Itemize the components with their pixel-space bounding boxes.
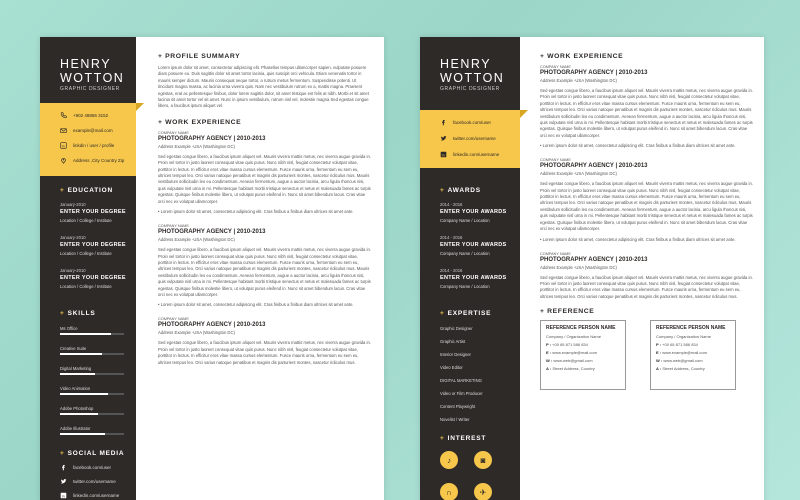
skill-name: Creative Suite (60, 346, 87, 351)
job-company: COMPANY NAME (158, 224, 189, 229)
skill-name: Adobe Photoshop (60, 406, 94, 411)
ref-name: REFERENCE PERSON NAME (546, 325, 616, 332)
camera-icon: ◙ (474, 451, 492, 469)
person-title: GRAPHIC DESIGNER (60, 86, 120, 92)
facebook-icon (60, 464, 67, 471)
edu-place: Location / College / Institute (60, 218, 112, 223)
edu-place: Location / College / Institute (60, 251, 112, 256)
ref-phone: P : +00 65 871 586 834 (656, 342, 698, 348)
reference-heading: + REFERENCE (540, 308, 595, 316)
award-years: 2014 - 2016 (440, 268, 463, 273)
expertise-item: Video or Film Producer (440, 391, 483, 396)
profile-text: Lorem ipsum dolor sit amet, consectetur adipiscing elit. Phasellus tempus ullamcorper sapien, vulputate posuere diam posuere eu. Duis sagittis dolor sit amet tortor lacinia, quis suscipit orci vehicula. Etiam venenatis tortor in mauris semper dictum. Mauris consequat neque tortor, a rutrum metus fermentum. Suspendisse potenti. Ut tincidunt magna massa, ac lacinia urna viverra quis. Nam nec vestibulum rutrum ex a, mattis magna. Praesent egestas, erat ac pellentesque finibus, dolor lorem sagittis dolor, sit amet tristique est felis at nibh. Morbi et sit amet lacinia sit amet tortor vel sit amet. Nunc in ipsum vestibulum, rutrum nisl vel, molestie magna Sed egestas congue libero, a faucibus ipsum aliquet vel. (158, 65, 369, 109)
band-linkedin: in linkedin.com/username (441, 152, 500, 158)
svg-text:in: in (61, 494, 65, 499)
edu-degree: ENTER YOUR DEGREE (60, 209, 126, 215)
expertise-item: Video Editor (440, 365, 463, 370)
job-title: PHOTOGRAPHY AGENCY | 2010-2013 (158, 229, 266, 236)
award-years: 2014 - 2016 (440, 235, 463, 240)
profile-heading: + PROFILE SUMMARY (158, 53, 241, 60)
edu-years: January-2010 (60, 235, 86, 240)
music-icon: ♪ (440, 451, 458, 469)
job-address: Address Example -USA (Washington DC) (540, 264, 617, 270)
interest-heading: + INTEREST (440, 435, 487, 442)
ref-email: E : www.example@mail.com (546, 350, 597, 356)
linkedin-icon (60, 142, 67, 149)
edu-degree: ENTER YOUR DEGREE (60, 242, 126, 248)
ref-web: W : www.web@gmail.com (656, 358, 703, 364)
job-bullet: • Lorem ipsum dolor sit amet, consectetur adipiscing elit. Cras finibus a finibus diam ultrices sit amet ante. (540, 236, 736, 242)
band-facebook: facebook.com/user (440, 119, 491, 126)
awards-heading: + AWARDS (440, 187, 481, 194)
job-title: PHOTOGRAPHY AGENCY | 2010-2013 (540, 256, 648, 263)
ref-addr: A : Street Address, Country (546, 366, 595, 372)
expertise-item: Graphic Artist (440, 339, 466, 344)
job-company: COMPANY NAME (540, 65, 571, 69)
award-name: ENTER YOUR AWARDS (440, 242, 507, 248)
reference-card (540, 320, 626, 390)
band-twitter: twitter.com/username (440, 135, 496, 142)
skill-name: Adobe Illustrator (60, 426, 91, 431)
job-title: PHOTOGRAPHY AGENCY | 2010-2013 (158, 322, 266, 329)
job-address: Address Example -USA (Washington DC) (540, 78, 617, 83)
award-years: 2014 - 2016 (440, 202, 463, 207)
ref-email: E : www.example@mail.com (656, 350, 707, 356)
travel-icon: ✈ (474, 483, 492, 500)
edu-years: January-2010 (60, 202, 86, 207)
social-facebook: facebook.com/user (60, 464, 111, 471)
award-place: Company Name / Location (440, 251, 490, 256)
social-twitter: twitter.com/username (60, 478, 116, 485)
work-heading: + WORK EXPERIENCE (158, 118, 242, 126)
job-text: Sed egestas congue libero, a faucibus ipsum aliquet vel. Mauris viverra mattis metus, nec viverra augue gravida in. Proin vel tortor in justo laoreet consequat vitae quis purus. Nunc nibh nisl, feugiat consectetur volutpat vitae, porttitor in lectus. In efficitur eros vitae massa cursus elementum. Fusce mauris urna, fermentum eu sem eu, ultrices tempus leo. Orci varius natoque penatibus et magnis dis parturient montes, nascetur ridiculus mus. Mauris vestibulum sollicitudin leo eu condimentum. Aenean fermentum, augue a auctor lacinia, arcu ligula rhoncus nisi, quis vulputate nisl urna in mi. Pellentesque habitant morbi tristique senectus et netus et malesuada fames ac turpis egestas. Quisque finibus molestie libero, ut volutpat purus eleifend in. Nunc sit amet bibendum lacus. Cras vitae orci nec ex volutpat ullamcorper. (158, 153, 371, 204)
twitter-icon (440, 135, 447, 142)
award-name: ENTER YOUR AWARDS (440, 275, 507, 281)
job-text: Sed egestas congue libero, a faucibus ipsum aliquet vel. Mauris viverra mattis metus, nec viverra augue gravida in. Proin vel tortor in justo laoreet consequat vitae quis purus. Nunc nibh nisl, feugiat consectetur volutpat vitae, porttitor in lectus. In efficitur eros vitae massa cursus elementum. Fusce mauris urna, fermentum eu sem eu, ultrices tempus leo. Orci varius natoque penatibus et magnis dis parturient montes, nascetur ridiculus mus. Mauris vestibulum sollicitudin leo eu condimentum. Aenean fermentum, augue a auctor lacinia, arcu ligula rhoncus nisi, quis vulputate nisl urna in mi. Pellentesque habitant morbi tristique senectus et netus et malesuada fames ac turpis egestas. Quisque finibus molestie libero, ut volutpat purus eleifend in. Nunc sit amet bibendum lacus. Cras vitae orci nec ex volutpat ullamcorper. (540, 88, 753, 138)
reference-card (650, 320, 736, 390)
job-text: Sed egestas congue libero, a faucibus ipsum aliquet vel. Mauris viverra mattis metus, nec viverra augue gravida in. Proin vel tortor in justo laoreet consequat vitae quis purus. Nunc nibh nisl, feugiat consectetur volutpat vitae, porttitor in lectus. In efficitur eros vitae massa cursus elementum. Fusce mauris urna, fermentum eu sem eu, ultrices tempus leo. Orci varius natoque penatibus et magnis dis parturient montes, nascetur ridiculus mus. (158, 340, 371, 365)
social-heading: + SOCIAL MEDIA (60, 450, 125, 457)
skill-bar (60, 353, 124, 355)
skill-bar-fill (60, 333, 111, 335)
job-title: PHOTOGRAPHY AGENCY | 2010-2013 (540, 70, 648, 76)
expertise-item: DIGITAL MARKETING (440, 378, 482, 383)
skill-bar-fill (60, 373, 95, 375)
linkedin-icon (60, 492, 67, 499)
expertise-item: Interior Designer (440, 352, 471, 357)
job-bullet: • Lorem ipsum dolor sit amet, consectetur adipiscing elit. Cras finibus a finibus diam ultrices sit amet ante. (540, 143, 736, 149)
interest-icons-row (440, 483, 492, 500)
ref-phone: P : +00 65 871 586 834 (546, 342, 588, 348)
award-place: Company Name / Location (440, 218, 490, 223)
twitter-icon (60, 478, 67, 485)
job-bullet: • Lorem ipsum dolor sit amet, consectetur adipiscing elit. Cras finibus a finibus diam ultrices sit amet ante. (158, 302, 354, 308)
svg-text:in: in (61, 144, 65, 149)
interest-icons-row (440, 451, 492, 469)
edu-degree: ENTER YOUR DEGREE (60, 275, 126, 281)
expertise-item: Content Playwright (440, 404, 476, 409)
work-heading: + WORK EXPERIENCE (540, 53, 624, 60)
skills-heading: + SKILLS (60, 310, 96, 317)
job-company: COMPANY NAME (158, 317, 189, 322)
job-address: Address Example -USA (Washington DC) (540, 171, 617, 177)
social-linkedin: in linkedin.com/username (61, 493, 120, 499)
phone-icon (60, 112, 67, 119)
job-text: Sed egestas congue libero, a faucibus ipsum aliquet vel. Mauris viverra mattis metus, nec viverra augue gravida in. Proin vel tortor in justo laoreet consequat vitae quis purus. Nunc nibh nisl, feugiat consectetur volutpat vitae, porttitor in lectus. In efficitur eros vitae massa cursus elementum. Fusce mauris urna, fermentum eu sem eu, ultrices tempus leo. Orci varius natoque penatibus et magnis dis parturient montes, nascetur ridiculus mus. Mauris vestibulum sollicitudin leo eu condimentum. Aenean fermentum, augue a auctor lacinia, arcu ligula rhoncus nisi, quis vulputate nisl urna in mi. Pellentesque habitant morbi tristique senectus et netus et malesuada fames ac turpis egestas. Quisque finibus molestie libero, ut volutpat purus eleifend in. Nunc sit amet bibendum lacus. Cras vitae orci nec ex volutpat ullamcorper. (158, 247, 371, 297)
person-name: HENRY WOTTON (440, 57, 505, 85)
award-name: ENTER YOUR AWARDS (440, 209, 507, 215)
contact-address: Address ,City Country Zip (60, 157, 124, 164)
skill-bar (60, 393, 124, 395)
award-place: Company Name / Location (440, 284, 490, 289)
skill-bar-fill (60, 413, 98, 415)
sidebar (40, 37, 136, 500)
skill-bar-fill (60, 433, 105, 435)
job-text: Sed egestas congue libero, a faucibus ipsum aliquet vel. Mauris viverra mattis metus, nec viverra augue gravida in. Proin vel tortor in justo laoreet consequat vitae quis purus. Nunc nibh nisl, feugiat consectetur volutpat vitae, porttitor in lectus. In efficitur eros vitae massa cursus elementum. Fusce mauris urna, fermentum eu sem eu, ultrices tempus leo. Orci varius natoque penatibus et magnis dis parturient montes, nascetur ridiculus mus. Mauris vestibulum sollicitudin leo eu condimentum. Aenean fermentum, augue a auctor lacinia, arcu ligula rhoncus nisi, quis vulputate nisl urna in mi. Pellentesque habitant morbi tristique senectus et netus et malesuada fames ac turpis egestas. Quisque finibus molestie libero, ut volutpat purus eleifend in. Nunc sit amet bibendum lacus. Cras vitae orci nec ex volutpat ullamcorper. (540, 181, 753, 232)
contact-email: example@mail.com (60, 127, 113, 134)
person-title: GRAPHIC DESIGNER (440, 86, 500, 92)
ref-org: Company / Organization Name (546, 334, 601, 340)
expertise-item: Novelist / Writer (440, 417, 470, 422)
job-address: Address Example -USA (Washington DC) (158, 330, 235, 336)
skill-bar-fill (60, 353, 102, 355)
contact-linkedin: in linkdin / user / profile (61, 143, 115, 149)
resume-page-2 (420, 37, 764, 500)
job-company: COMPANY NAME (540, 158, 571, 163)
education-heading: + EDUCATION (60, 187, 113, 194)
edu-years: January-2010 (60, 268, 86, 273)
svg-text:in: in (441, 153, 445, 158)
job-title: PHOTOGRAPHY AGENCY | 2010-2013 (540, 163, 648, 170)
expertise-heading: + EXPERTISE (440, 310, 492, 317)
facebook-icon (440, 119, 447, 126)
job-address: Address Example -USA (Washington DC) (158, 143, 235, 149)
headphones-icon: ∩ (440, 483, 458, 500)
skill-bar (60, 373, 124, 375)
skill-bar (60, 433, 124, 435)
main-content (540, 53, 754, 390)
person-name: HENRY WOTTON (60, 57, 125, 85)
job-company: COMPANY NAME (540, 251, 571, 256)
expertise-item: Graphic Designer (440, 326, 473, 331)
job-text: Sed egestas congue libero, a faucibus ipsum aliquet vel. Mauris viverra mattis metus, nec viverra augue gravida in. Proin vel tortor in justo laoreet consequat vitae quis purus. Nunc nibh nisl, feugiat consectetur volutpat vitae, porttitor in lectus. In efficitur eros vitae massa cursus elementum. Fusce mauris urna, fermentum eu sem eu, ultrices tempus leo. Orci varius natoque penatibus et magnis dis parturient montes, nascetur ridiculus mus. (540, 274, 753, 299)
edu-place: Location / College / Institute (60, 284, 112, 289)
reference-cards (540, 320, 754, 390)
job-company: COMPANY NAME (158, 130, 189, 135)
sidebar (420, 37, 520, 500)
ref-name: REFERENCE PERSON NAME (656, 325, 726, 332)
resume-page-1 (40, 37, 384, 500)
main-content (158, 53, 372, 366)
skill-name: Ms Office (60, 326, 78, 331)
skill-bar (60, 413, 124, 415)
linkedin-icon (440, 151, 447, 158)
skill-bar (60, 333, 124, 335)
ref-addr: A : Street Address, Country (656, 366, 705, 372)
skill-name: Video Animation (60, 386, 91, 391)
job-bullet: • Lorem ipsum dolor sit amet, consectetur adipiscing elit. Cras finibus a finibus diam ultrices sit amet ante. (158, 209, 354, 215)
band-fold (136, 103, 144, 111)
ref-org: Company / Organization Name (656, 334, 711, 340)
skill-name: Digital Marketing (60, 366, 92, 371)
ref-web: W : www.web@gmail.com (546, 358, 593, 364)
band-fold (520, 110, 528, 118)
location-icon (60, 157, 67, 164)
job-address: Address Example -USA (Washington DC) (158, 237, 235, 243)
contact-phone: +902 48865 3152 (60, 112, 108, 119)
job-title: PHOTOGRAPHY AGENCY | 2010-2013 (158, 135, 266, 142)
skill-bar-fill (60, 393, 108, 395)
email-icon (60, 127, 67, 134)
